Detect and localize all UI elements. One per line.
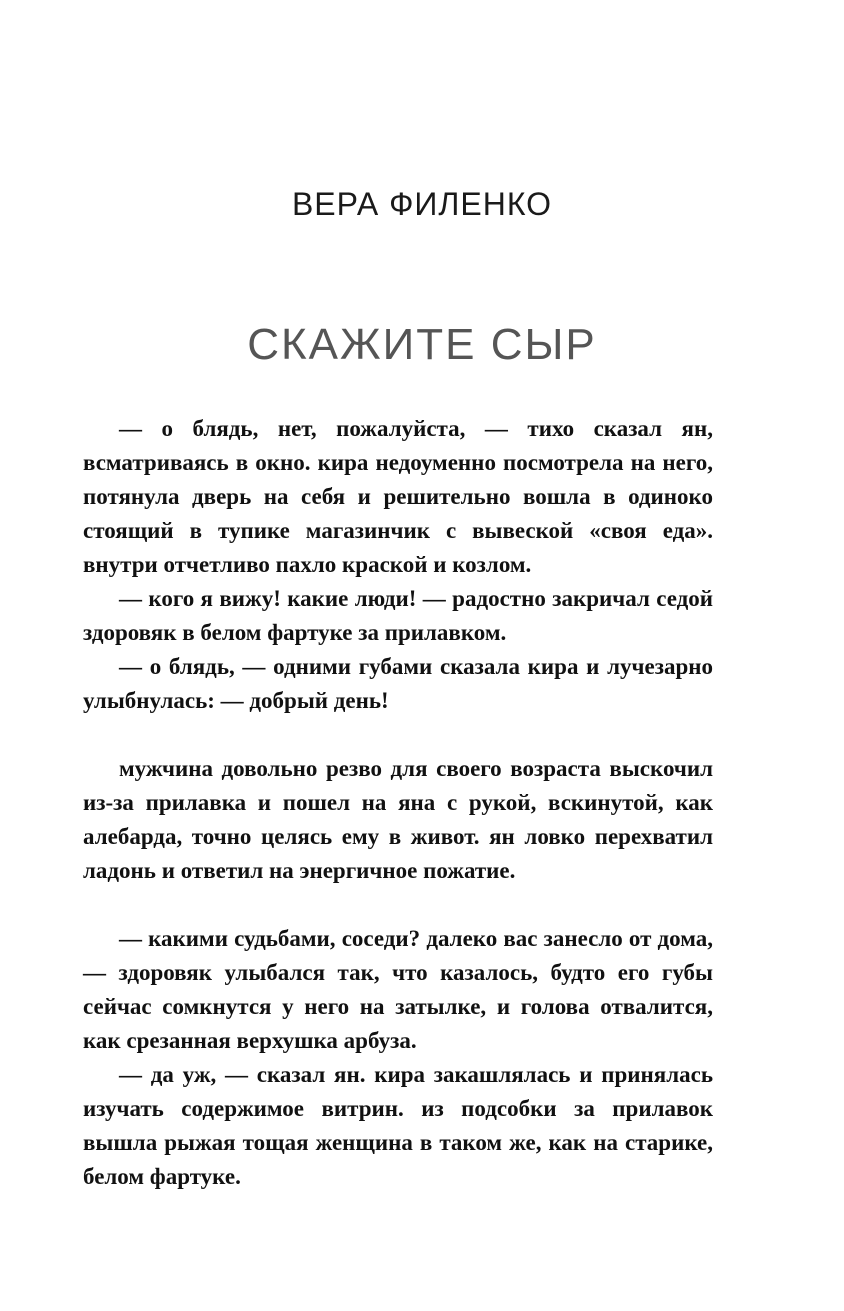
paragraph: — о блядь, нет, пожалуйста, — тихо сказал ян, всматриваясь в окно. кира недоуменно посмотрела на него, потянула дверь на себя и решительно вошла в одиноко стоящий в тупике магазинчик с вывеской «своя еда». внутри отчетливо пахло краской и козлом.	[83, 416, 713, 577]
paragraph: — кого я вижу! какие люди! — радостно закричал седой здоровяк в белом фартуке за прилавком.	[83, 586, 713, 645]
paragraph: — какими судьбами, соседи? далеко вас занесло от дома, — здоровяк улыбался так, что казалось, будто его губы сейчас сомкнутся у него на затылке, и голова отвалится, как срезанная верхушка арбуза.	[83, 926, 713, 1053]
paragraph: мужчина довольно резво для своего возраста выскочил из-за прилавка и пошел на яна с рукой, вскинутой, как алебарда, точно целясь ему в живот. ян ловко перехватил ладонь и ответил на энергичное пожатие.	[83, 756, 713, 883]
paragraph: — о блядь, — одними губами сказала кира и лучезарно улыбнулась: — добрый день!	[83, 654, 713, 713]
story-title: СКАЖИТЕ СЫР	[247, 320, 597, 369]
paragraph: — да уж, — сказал ян. кира закашлялась и принялась изучать содержимое витрин. из подсобки за прилавок вышла рыжая тощая женщина в таком же, как на старике, белом фартуке.	[83, 1062, 713, 1189]
story-text	[83, 412, 713, 1194]
author-name: ВЕРА ФИЛЕНКО	[291, 186, 553, 222]
